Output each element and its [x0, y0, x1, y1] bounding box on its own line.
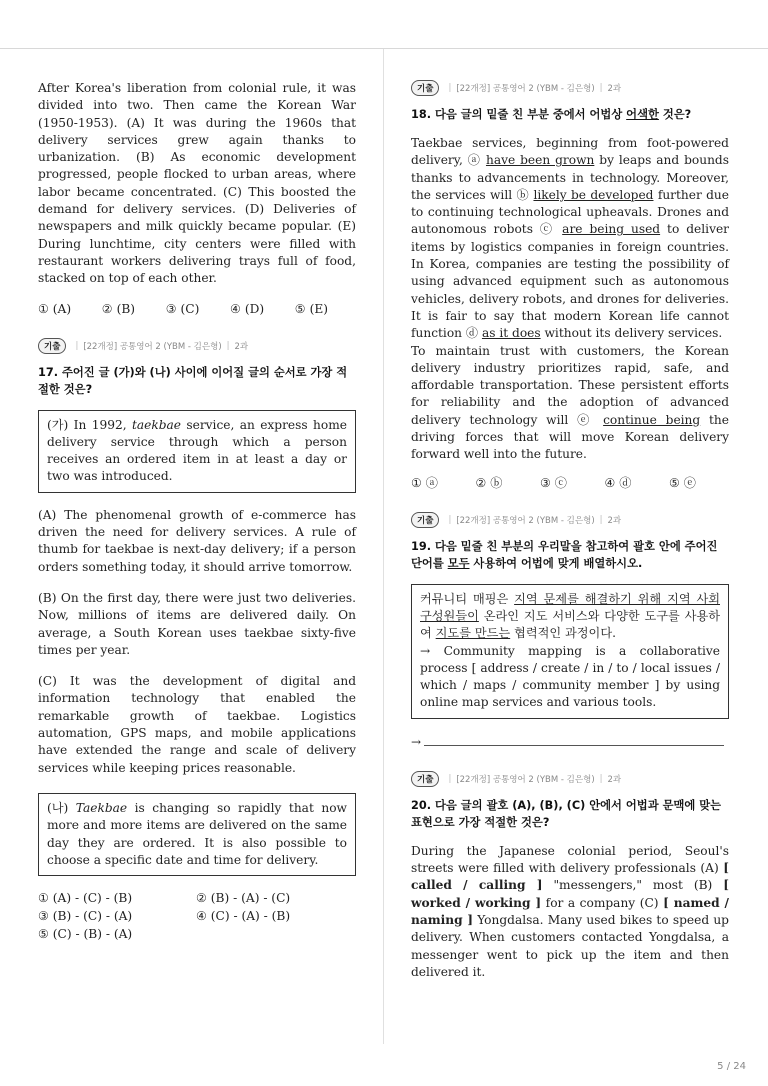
- q19-badge: 기출: [411, 512, 439, 528]
- q18-source: [22개정] 공통영어 2 (YBM - 김은형): [456, 84, 595, 94]
- page-number: 5 / 24: [717, 1061, 746, 1072]
- q18-option-2[interactable]: ② ⓑ: [475, 475, 503, 490]
- left-column: [38, 80, 356, 943]
- q17-box-na: (나) Taekbae is changing so rapidly that now more and more items are delivered on the same day they are ordered. It is also possible to choose a specific date and time for delivery.: [38, 793, 356, 876]
- q17-source-line: 기출 | [22개정] 공통영어 2 (YBM - 김은형) | 2과: [38, 338, 356, 354]
- q16-option-1[interactable]: ① (A): [38, 301, 72, 316]
- q17-option-2[interactable]: ② (B) - (A) - (C): [196, 891, 291, 906]
- q18-title: 18. 다음 글의 밑줄 친 부분 중에서 어법상 어색한 것은?: [411, 108, 692, 121]
- q18-underline-c: are being used: [562, 222, 661, 237]
- passage-16: After Korea's liberation from colonial rule, it was divided into two. Then came the Korean War (1950-1953). (A) It was during the 1960s that delivery services grew again thanks to urbanization. (B) As economic development progressed, people flocked to urban areas, where labor became concentrated. (C) This boosted the demand for delivery services. (D) Deliveries of newspapers and milk quickly became popular. (E) During lunchtime, city centers were filled with restaurant workers delivering trays full of food, stacked on top of each other.: [38, 81, 356, 286]
- q17-paragraph-b: (B) On the first day, there were just two deliveries. Now, millions of items are delivered daily. On average, a South Korean uses taekbae sixty-five times per year.: [38, 590, 356, 657]
- q20-bracket-b: [ worked / working ]: [411, 878, 730, 910]
- q20-source: [22개정] 공통영어 2 (YBM - 김은형): [456, 774, 595, 785]
- q19-box: [411, 584, 729, 719]
- q18-source-line: 기출 | [22개정] 공통영어 2 (YBM - 김은형) | 2과: [411, 80, 729, 96]
- q18-option-5[interactable]: ⑤ ⓔ: [669, 475, 696, 490]
- q20-bracket-c: [ named / naming ]: [411, 895, 729, 927]
- q17-option-5[interactable]: ⑤ (C) - (B) - (A): [38, 927, 133, 942]
- q19-lesson: 2과: [607, 515, 622, 526]
- column-divider: [383, 49, 384, 1044]
- q17-badge: 기출: [38, 338, 66, 354]
- q17-box-ga: (가) In 1992, taekbae service, an express home delivery service through which a person receives an ordered item in at least a day or two was introduced.: [38, 410, 356, 493]
- q18-underline-b: likely be developed: [533, 187, 654, 202]
- q18-option-4[interactable]: ④ ⓓ: [604, 475, 632, 490]
- q18-underline-d: as it does: [481, 326, 541, 341]
- q19-title: 19. 다음 밑줄 친 부분의 우리말을 참고하여 괄호 안에 주어진 단어를 모두 사용하여 어법에 맞게 배열하시오.: [411, 539, 718, 570]
- q17-title: 17. 주어진 글 (가)와 (나) 사이에 이어질 글의 순서로 가장 적절한 것은?: [38, 365, 348, 396]
- q19-korean-text: 커뮤니티 매핑은 지역 문제를 해결하기 위해 지역 사회 구성원들이 온라인 지도 서비스와 다양한 도구를 사용하여 지도를 만드는 협력적인 과정이다.: [420, 591, 720, 641]
- q17-option-4[interactable]: ④ (C) - (A) - (B): [196, 909, 291, 924]
- q19-answer-line[interactable]: [411, 735, 729, 749]
- q19-english-text: → Community mapping is a collaborative process [ address / create / in / to / local issues / which / maps / community member ] by using online map services and various tools.: [420, 643, 720, 710]
- q18-option-1[interactable]: ① ⓐ: [411, 475, 438, 490]
- q16-option-5[interactable]: ⑤ (E): [294, 301, 328, 316]
- q17-lesson: 2과: [234, 341, 249, 352]
- q20-title: 20. 다음 글의 괄호 (A), (B), (C) 안에서 어법과 문맥에 맞는 표현으로 가장 적절한 것은?: [411, 798, 722, 829]
- q16-option-4[interactable]: ④ (D): [230, 301, 265, 316]
- q19-source-line: 기출 | [22개정] 공통영어 2 (YBM - 김은형) | 2과: [411, 512, 729, 528]
- answer-blank[interactable]: [424, 745, 724, 746]
- right-column: [411, 80, 729, 981]
- q20-badge: 기출: [411, 771, 439, 787]
- q18-paragraph-2: To maintain trust with customers, the Korean delivery industry prioritizes rapid, safe, and affordable transportation. These persistent efforts for reliability and the adoption of advanced delivery technology will ⓔ continue being the driving forces that will move Korean delivery forward well into the future.: [411, 343, 729, 462]
- q17-paragraph-c: (C) It was the development of digital and information technology that enabled the remarkable growth of taekbae. Logistics automation, GPS maps, and mobile applications have extended the range and scale of delivery services while keeping prices reasonable.: [38, 674, 356, 775]
- q18-underline-e: continue being: [603, 412, 701, 427]
- q16-option-3[interactable]: ③ (C): [165, 301, 200, 316]
- q18-option-3[interactable]: ③ ⓒ: [540, 475, 567, 490]
- q20-passage: During the Japanese colonial period, Seoul's streets were filled with delivery professionals (A) [ called / calling ] "messengers," most (B) [ worked / working ] for a company (C) [ named / naming ] Yongdalsa. Many used bikes to speed up delivery. When customers contacted Yongdalsa, a messenger went to pick up the item and then delivered it.: [411, 843, 730, 979]
- q17-paragraph-a: (A) The phenomenal growth of e-commerce has driven the need for delivery services. A rule of thumb for taekbae is next-day delivery; if a person orders something today, it should arrive tomorrow.: [38, 507, 356, 574]
- q18-lesson: 2과: [607, 84, 622, 94]
- q19-source: [22개정] 공통영어 2 (YBM - 김은형): [456, 515, 595, 526]
- q18-options: [411, 475, 696, 492]
- q20-lesson: 2과: [607, 774, 622, 785]
- q17-option-3[interactable]: ③ (B) - (C) - (A): [38, 909, 133, 924]
- answer-arrow: →: [411, 734, 422, 749]
- q20-source-line: 기출 | [22개정] 공통영어 2 (YBM - 김은형) | 2과: [411, 771, 729, 787]
- q18-underline-a: have been grown: [485, 153, 595, 168]
- q20-bracket-a: [ called / calling ]: [411, 861, 729, 893]
- q16-option-2[interactable]: ② (B): [101, 301, 136, 316]
- q17-source: [22개정] 공통영어 2 (YBM - 김은형): [83, 341, 222, 352]
- header-rule: [0, 48, 768, 49]
- q18-badge: 기출: [411, 80, 439, 96]
- q18-paragraph-1: Taekbae services, beginning from foot-powered delivery, ⓐ have been grown by leaps and bounds thanks to advancements in technology. Moreover, the services will ⓑ likely be developed further due to continuing technological upheavals. Drones and autonomous robots ⓒ are being used to deliver items by logistics companies in foreign countries. In Korea, companies are testing the possibility of using advanced equipment such as autonomous vehicles, delivery robots, and drones for deliveries. It is fair to say that modern Korean life cannot function ⓓ as it does without its delivery services.: [411, 136, 729, 341]
- q16-options: [38, 301, 328, 318]
- q17-options: [38, 890, 356, 943]
- q17-option-1[interactable]: ① (A) - (C) - (B): [38, 891, 133, 906]
